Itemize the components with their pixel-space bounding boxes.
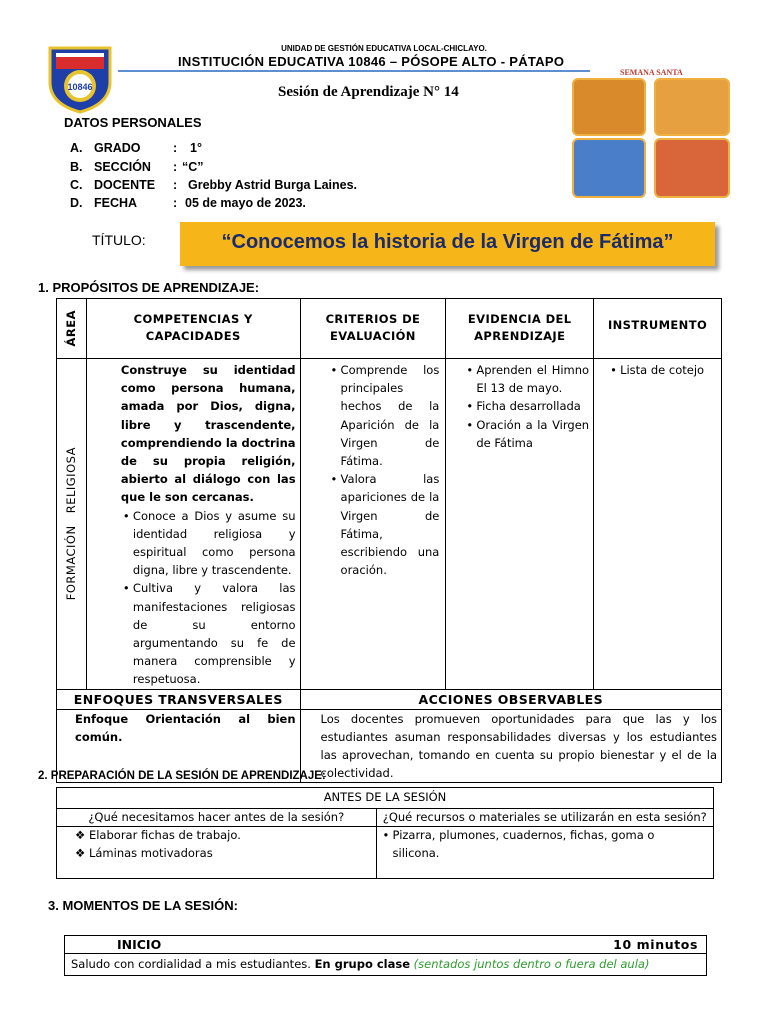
unit-name: UNIDAD DE GESTIÓN EDUCATIVA LOCAL-CHICLAYO. xyxy=(281,44,487,53)
section-value: “C” xyxy=(182,160,204,174)
instrumento-cell xyxy=(594,359,722,690)
q2-cell: ¿Qué recursos o materiales se utilizarán en esta sesión? xyxy=(376,808,713,827)
instrumento-header: INSTRUMENTO xyxy=(594,299,722,359)
antes-header: ANTES DE LA SESIÓN xyxy=(57,788,714,809)
evidencia-header: EVIDENCIA DEL APRENDIZAJE xyxy=(446,299,594,359)
diamond-bullet-icon: ❖ xyxy=(75,845,89,860)
title-banner xyxy=(180,222,715,266)
session-title: Sesión de Aprendizaje N° 14 xyxy=(278,84,459,100)
list-item: ❖ Elaborar fichas de trabajo. xyxy=(75,828,241,842)
row-letter: C. xyxy=(70,178,83,192)
area-header-cell xyxy=(57,299,87,359)
teacher-value: Grebby Astrid Burga Laines. xyxy=(188,178,358,192)
competencias-header: COMPETENCIAS Y CAPACIDADES xyxy=(86,299,300,359)
row-letter: A. xyxy=(70,141,83,155)
school-shield-logo xyxy=(46,44,114,114)
moments-table xyxy=(64,935,707,976)
enfoque-cell: Enfoque Orientación al bien común. xyxy=(57,709,301,783)
row-sep: : xyxy=(173,178,178,192)
criterios-header: CRITERIOS DE EVALUACIÓN xyxy=(300,299,446,359)
scene-resurrection xyxy=(654,138,730,198)
q1-cell: ¿Qué necesitamos hacer antes de la sesión? xyxy=(57,808,377,827)
area-name: FORMACIÓN RELIGIOSA xyxy=(64,447,79,601)
row-letter: B. xyxy=(70,160,83,174)
inicio-label: INICIO xyxy=(117,937,162,952)
institution-name: INSTITUCIÓN EDUCATIVA 10846 – PÓSOPE ALTO - PÁTAPO xyxy=(178,54,565,69)
list-item: ❖ Láminas motivadoras xyxy=(75,845,213,860)
group-note: (sentados juntos dentro o fuera del aula) xyxy=(413,957,650,971)
semana-santa-label: SEMANA SANTA xyxy=(620,68,683,77)
instrumentos-list xyxy=(608,361,717,379)
list-item: • Oración a la Virgen de Fátima xyxy=(476,416,589,452)
bullet-icon: • xyxy=(382,828,390,842)
row-sep: : xyxy=(173,196,178,210)
title-label: TÍTULO: xyxy=(92,232,146,248)
date-value: 05 de mayo de 2023. xyxy=(185,196,306,210)
competencia-text: Construye su identidad como persona humana, amada por Dios, digna, libre y trascendente, comprendiendo la doctrina de su propia religión, abierto al diálogo con las que le son cercanas. xyxy=(120,363,296,505)
list-item: • Ficha desarrollada xyxy=(476,397,589,415)
inicio-content xyxy=(65,954,707,976)
grade-value: 1° xyxy=(190,141,202,155)
recursos-cell xyxy=(376,827,713,879)
list-item: • Cultiva y valora las manifestaciones religiosas de su entorno argumentando su fe de manera comprensible y respetuosa. xyxy=(133,579,296,688)
group-text: En grupo clase xyxy=(314,957,411,971)
area-cell xyxy=(57,359,87,690)
duration-label: 10 minutos xyxy=(613,937,698,952)
inicio-header-layout xyxy=(117,937,698,952)
scene-entry xyxy=(654,78,730,136)
list-item: • Pizarra, plumones, cuadernos, fichas, goma o silicona. xyxy=(383,827,705,862)
list-item: • Comprende los principales hechos de la Aparición de la Virgen de Fátima. xyxy=(341,361,440,470)
section1-heading: 1. PROPÓSITOS DE APRENDIZAJE: xyxy=(38,280,260,295)
scene-crucifixion xyxy=(572,138,646,198)
greeting-text: Saludo con cordialidad a mis estudiantes. xyxy=(71,957,311,971)
header-rule xyxy=(118,70,590,72)
list-item: • Valora las apariciones de la Virgen de Fátima, escribiendo una oración. xyxy=(341,470,440,579)
semana-santa-image xyxy=(570,68,730,196)
evidencia-cell xyxy=(446,359,594,690)
row-letter: D. xyxy=(70,196,83,210)
criterios-cell xyxy=(300,359,446,690)
row-label: DOCENTE xyxy=(94,178,156,192)
row-label: GRADO xyxy=(94,141,141,155)
shield-number: 10846 xyxy=(67,82,93,92)
list-item: • Aprenden el Himno El 13 de mayo. xyxy=(476,361,589,397)
section3-heading: 3. MOMENTOS DE LA SESIÓN: xyxy=(48,898,238,913)
inicio-row xyxy=(65,936,707,954)
area-header: ÁREA xyxy=(63,310,78,347)
competencias-cell xyxy=(86,359,300,690)
evidencias-list xyxy=(464,361,589,452)
capacidades-list xyxy=(121,507,296,689)
list-item: • Lista de cotejo xyxy=(620,361,717,379)
preparation-table xyxy=(56,787,714,879)
tareas-cell xyxy=(57,827,377,879)
acciones-cell: Los docentes promueven oportunidades para que las y los estudiantes asuman responsabilidades diversas y los estudiantes las aprovechan, tomando en cuenta su propio bienestar y el de la colectividad. xyxy=(300,709,721,783)
row-label: SECCIÓN xyxy=(94,160,151,174)
personal-data-heading: DATOS PERSONALES xyxy=(64,115,202,130)
row-sep: : xyxy=(173,160,178,174)
row-label: FECHA xyxy=(94,196,138,210)
row-sep: : xyxy=(173,141,178,155)
criterios-list xyxy=(331,361,440,579)
scene-last-supper xyxy=(572,78,646,136)
section2-heading: 2. PREPARACIÓN DE LA SESIÓN DE APRENDIZAJE: xyxy=(38,770,326,782)
session-topic: “Conocemos la historia de la Virgen de Fátima” xyxy=(221,231,674,253)
purposes-table xyxy=(56,298,722,783)
acciones-header: ACCIONES OBSERVABLES xyxy=(300,689,721,709)
list-item: • Conoce a Dios y asume su identidad religiosa y espiritual como persona digna, libre y trascendente. xyxy=(133,507,296,580)
enfoques-header: ENFOQUES TRANSVERSALES xyxy=(57,689,301,709)
diamond-bullet-icon: ❖ xyxy=(75,828,89,842)
